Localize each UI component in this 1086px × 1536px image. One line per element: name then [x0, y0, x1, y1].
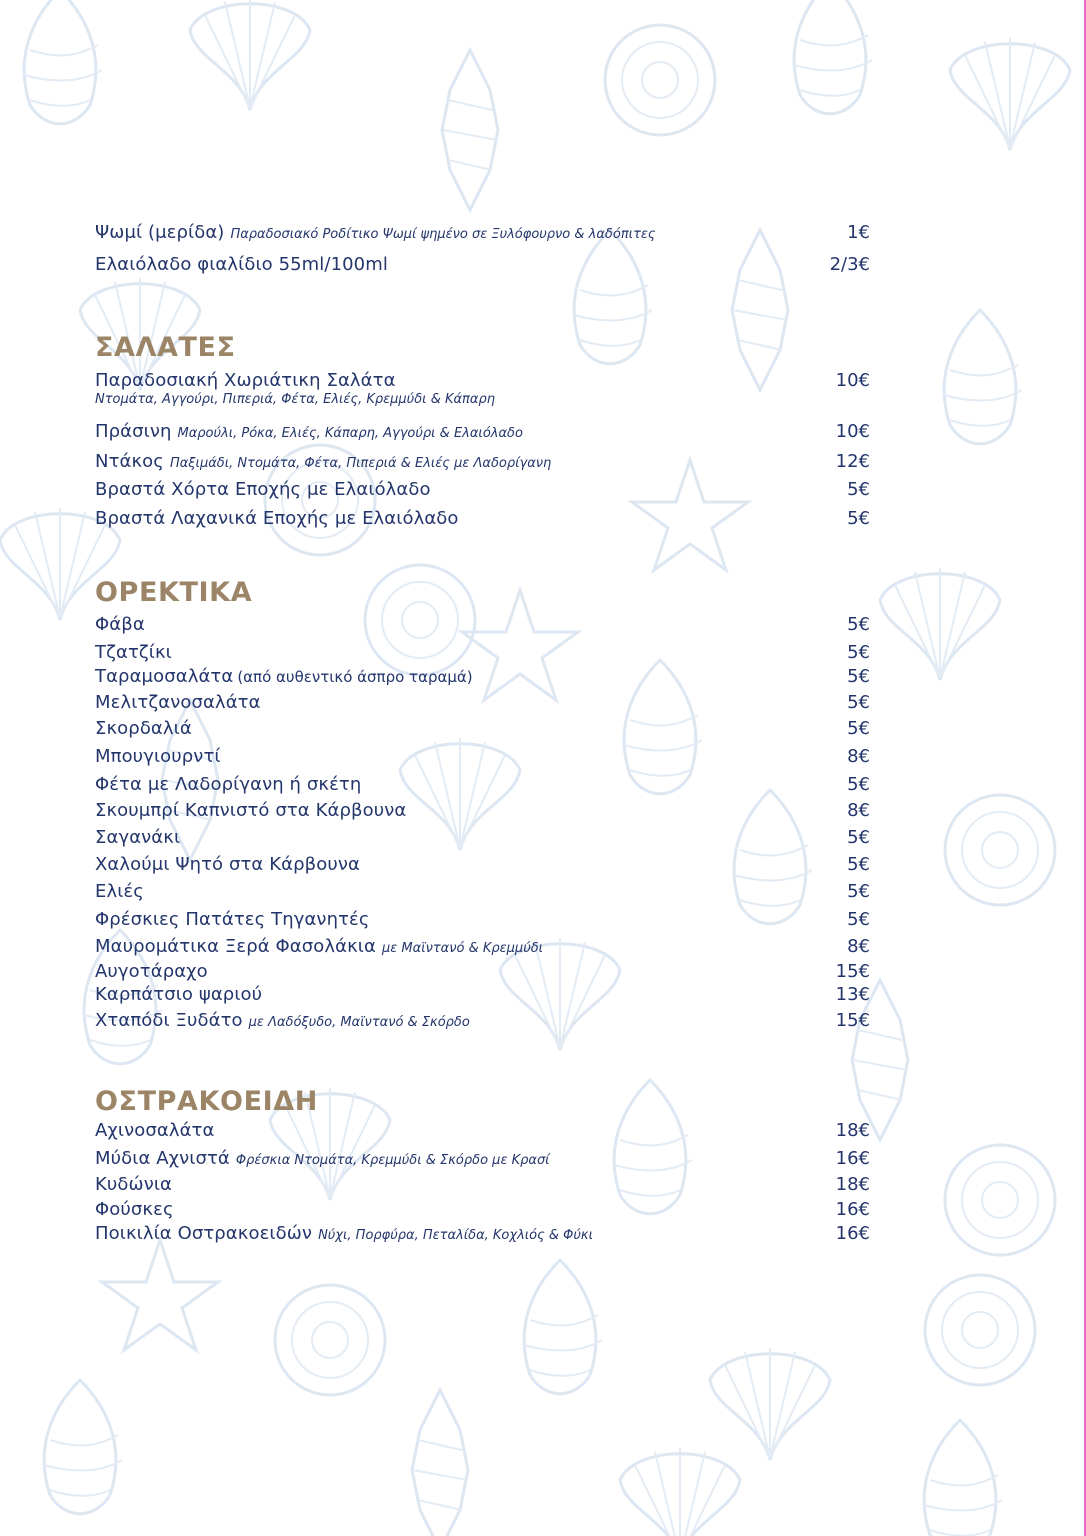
- menu-item: [95, 451, 870, 472]
- menu-item: [95, 936, 870, 957]
- menu-item-price: 5€: [847, 774, 870, 795]
- menu-item-name: Κυδώνια: [95, 1174, 173, 1195]
- menu-item: [95, 718, 870, 739]
- menu-item: [95, 508, 870, 529]
- menu-item-name: Αυγοτάραχο: [95, 961, 208, 982]
- menu-item-price: 18€: [835, 1174, 870, 1195]
- menu-item-price: 10€: [835, 421, 870, 442]
- menu-item: [95, 1010, 870, 1031]
- menu-item-name: Μύδια Αχνιστά: [95, 1148, 230, 1169]
- menu-item-price: 16€: [835, 1199, 870, 1220]
- section-heading-salads: ΣΑΛΑΤΕΣ: [95, 332, 236, 363]
- menu-item-text: [95, 984, 262, 1005]
- menu-item-text: [95, 614, 145, 635]
- menu-item-price: 18€: [835, 1120, 870, 1141]
- menu-item-name: Φούσκες: [95, 1199, 174, 1220]
- menu-item: [95, 854, 870, 875]
- menu-item: [95, 1199, 870, 1220]
- menu-item: [95, 909, 870, 930]
- menu-item-price: 8€: [847, 746, 870, 767]
- menu-item-description: Παξιμάδι, Ντομάτα, Φέτα, Πιπεριά & Ελιές με Λαδορίγανη: [169, 456, 552, 471]
- menu-item-price: 16€: [835, 1223, 870, 1244]
- menu-item-name: Ποικιλία Οστρακοειδών: [95, 1223, 313, 1244]
- menu-item-price: 15€: [835, 1010, 870, 1031]
- menu-item-name: Φάβα: [95, 614, 145, 635]
- menu-item-text: [95, 1148, 550, 1169]
- menu-item: [95, 692, 870, 713]
- menu-item-text: [95, 827, 180, 848]
- menu-item-text: [95, 718, 192, 739]
- menu-item: [95, 642, 870, 663]
- menu-item-text: [95, 1010, 470, 1031]
- menu-item-text: [95, 774, 361, 795]
- menu-item-text: [95, 1120, 214, 1141]
- menu-item: [95, 800, 870, 821]
- menu-item-text: [95, 854, 360, 875]
- menu-item-price: 5€: [847, 666, 870, 687]
- section-heading-appetizers: ΟΡΕΚΤΙΚΑ: [95, 577, 253, 608]
- menu-item-price: 1€: [847, 222, 870, 243]
- menu-item-text: [95, 1199, 174, 1220]
- menu-item-name: Ελαιόλαδο φιαλίδιο 55ml/100ml: [95, 254, 388, 275]
- menu-item-name: Ντάκος: [95, 451, 164, 472]
- menu-item-price: 5€: [847, 827, 870, 848]
- menu-item: [95, 1148, 870, 1169]
- menu-item-price: 5€: [847, 614, 870, 635]
- menu-item-name: Φρέσκιες Πατάτες Τηγανητές: [95, 909, 370, 930]
- menu-item-name: Χαλούμι Ψητό στα Κάρβουνα: [95, 854, 360, 875]
- menu-item-name: Ταραμοσαλάτα: [95, 666, 234, 687]
- menu-item-price: 2/3€: [829, 254, 870, 275]
- menu-item-name: Τζατζίκι: [95, 642, 172, 663]
- menu-item-text: [95, 370, 396, 391]
- menu-item-name: Μπουγιουρντί: [95, 746, 221, 767]
- section-heading-shellfish: ΟΣΤΡΑΚΟΕΙΔΗ: [95, 1086, 318, 1117]
- menu-item-text: [95, 936, 543, 957]
- menu-item-price: 5€: [847, 909, 870, 930]
- menu-item-name: Ελιές: [95, 881, 144, 902]
- menu-item-text: [95, 254, 388, 275]
- menu-item-text: [95, 508, 459, 529]
- menu-item-name: Αχινοσαλάτα: [95, 1120, 215, 1141]
- menu-item-text: [95, 800, 406, 821]
- menu-item-price: 5€: [847, 479, 870, 500]
- menu-item-description: Μαρούλι, Ρόκα, Ελιές, Κάπαρη, Αγγούρι & Ελαιόλαδο: [177, 426, 523, 441]
- menu-item-text: [95, 961, 208, 982]
- menu-item-name: Ψωμί (μερίδα): [95, 222, 225, 243]
- menu-item-name: Βραστά Λαχανικά Εποχής με Ελαιόλαδο: [95, 508, 459, 529]
- menu-item-description: Φρέσκια Ντομάτα, Κρεμμύδι & Σκόρδο με Κρασί: [235, 1153, 550, 1168]
- menu-item: [95, 984, 870, 1005]
- menu-item-text: [95, 451, 551, 472]
- menu-item: [95, 827, 870, 848]
- menu-item: [95, 774, 870, 795]
- menu-item: [95, 421, 870, 442]
- menu-item: [95, 746, 870, 767]
- menu-item-text: [95, 421, 523, 442]
- menu-item-name: Σκουμπρί Καπνιστό στα Κάρβουνα: [95, 800, 407, 821]
- menu-item-text: [95, 642, 172, 663]
- menu-item-price: 5€: [847, 854, 870, 875]
- menu-item-text: [95, 666, 473, 687]
- menu-item-name: Καρπάτσιο ψαριού: [95, 984, 263, 1005]
- menu-item-price: 15€: [835, 961, 870, 982]
- menu-item: [95, 370, 870, 391]
- menu-item-price: 5€: [847, 692, 870, 713]
- menu-item-name: Μελιτζανοσαλάτα: [95, 692, 261, 713]
- menu-item: [95, 1120, 870, 1141]
- menu-item-name: Πράσινη: [95, 421, 172, 442]
- menu-item-name: Βραστά Χόρτα Εποχής με Ελαιόλαδο: [95, 479, 431, 500]
- menu-item-text: [95, 1174, 172, 1195]
- menu-item-note: (από αυθεντικό άσπρο ταραμά): [237, 668, 473, 686]
- menu-item-text: [95, 692, 261, 713]
- menu-item: [95, 1174, 870, 1195]
- menu-item-description: με Λαδόξυδο, Μαϊντανό & Σκόρδο: [248, 1015, 470, 1030]
- menu-item-price: 16€: [835, 1148, 870, 1169]
- menu-item-text: [95, 909, 370, 930]
- menu-item-price: 12€: [835, 451, 870, 472]
- menu-item-name: Σκορδαλιά: [95, 718, 192, 739]
- menu-item-name: Παραδοσιακή Χωριάτικη Σαλάτα: [95, 370, 396, 391]
- menu-item-name: Χταπόδι Ξυδάτο: [95, 1010, 243, 1031]
- menu-item: [95, 222, 870, 243]
- menu-item: [95, 961, 870, 982]
- menu-item-price: 5€: [847, 881, 870, 902]
- menu-item-description: Παραδοσιακό Ροδίτικο Ψωμί ψημένο σε Ξυλόφουρνο & λαδόπιτες: [230, 227, 656, 242]
- menu-item-text: [95, 881, 144, 902]
- menu-item-name: Σαγανάκι: [95, 827, 181, 848]
- menu-item-price: 10€: [835, 370, 870, 391]
- menu-item-price: 8€: [847, 800, 870, 821]
- menu-item-price: 13€: [835, 984, 870, 1005]
- menu-item: [95, 614, 870, 635]
- menu-item-text: [95, 222, 656, 243]
- menu-item-description: Ντομάτα, Αγγούρι, Πιπεριά, Φέτα, Ελιές, Κρεμμύδι & Κάπαρη: [95, 392, 495, 407]
- menu-item-price: 8€: [847, 936, 870, 957]
- menu-item-price: 5€: [847, 642, 870, 663]
- menu-item-name: Μαυρομάτικα Ξερά Φασολάκια: [95, 936, 376, 957]
- menu-item-price: 5€: [847, 718, 870, 739]
- menu-item-description: με Μαϊντανό & Κρεμμύδι: [381, 941, 544, 956]
- menu-item: [95, 479, 870, 500]
- menu-item-name: Φέτα με Λαδορίγανη ή σκέτη: [95, 774, 362, 795]
- menu-item-price: 5€: [847, 508, 870, 529]
- menu-item-text: [95, 746, 221, 767]
- menu-item: [95, 1223, 870, 1244]
- menu-item-text: [95, 479, 431, 500]
- menu-item: [95, 881, 870, 902]
- menu-item: [95, 666, 870, 687]
- menu-item-description: Νύχι, Πορφύρα, Πεταλίδα, Κοχλιός & Φύκι: [318, 1228, 593, 1243]
- menu-item-text: [95, 1223, 593, 1244]
- menu-item: [95, 254, 870, 275]
